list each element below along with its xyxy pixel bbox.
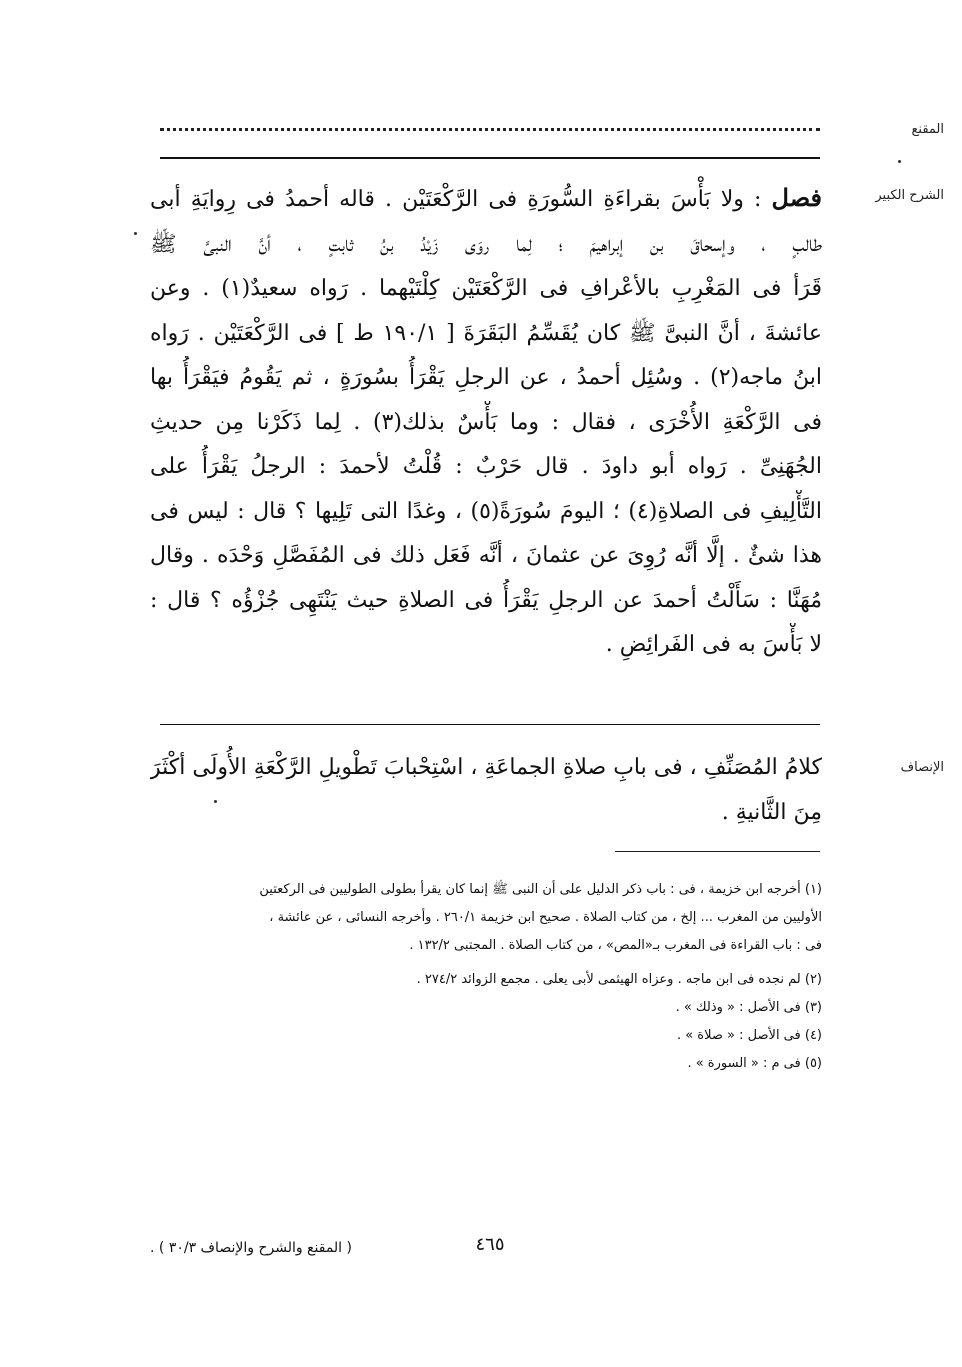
footnote-line: (٢) لم نجده فى ابن ماجه . وعزاه الهيثمى لأبى يعلى . مجمع الزوائد ٢٧٤/٢ .	[416, 972, 822, 987]
footer-source: ( المقنع والشرح والإنصاف ٣٠/٣ ) .	[150, 1240, 352, 1256]
sharh-text-block	[150, 176, 822, 668]
margin-label-insaf: الإنصاف	[900, 760, 944, 775]
margin-label-sharh: الشرح الكبير	[875, 188, 944, 203]
footnote-line: الأوليين من المغرب ... إلخ ، من كتاب الصلاة . صحيح ابن خزيمة ٢٦٠/١ . وأخرجه النسائى ، عن عائشة ،	[269, 910, 822, 925]
sharh-line: قَرَأ فى المَغْرِبِ بالأعْرافِ فى الرَّكْعَتَيْن كِلْتَيْهما . رَواه سعيدٌ(١) . وعن	[150, 276, 822, 301]
header-dotted-rule	[160, 128, 820, 133]
sharh-line: عائشةَ ، أنَّ النبىَّ ﷺ كان يُقَسِّمُ البَقَرَةَ [ ١٩٠/١ ط ] فى الرَّكْعَتَيْن . رَواه	[150, 320, 822, 346]
footnote-rule	[615, 851, 820, 852]
insaf-line: مِنَ الثَّانيةِ .	[721, 799, 822, 825]
sharh-line: هذا شئٌ . إلَّا أنَّه رُوِىَ عن عثمانَ ، أنَّه فَعَل ذلك فى المُفَصَّلِ وَحْدَه . وقال	[150, 543, 822, 568]
sharh-line: لا بَأْسَ به فى الفَرائِضِ .	[605, 632, 822, 657]
footnote-line: فى : باب القراءة فى المغرب بـ«المص» ، من كتاب الصلاة . المجتبى ١٣٢/٢ .	[409, 938, 822, 953]
scan-speck	[898, 160, 901, 163]
sharh-line: مُهَنَّا : سَأَلْتُ أحمدَ عن الرجلِ يَقْرَأُ فى الصلاةِ حيث يَنْتَهِى جُزْؤُه ؟ قال :	[150, 587, 822, 613]
sharh-line: ابنُ ماجه(٢) . وسُئِل أحمدُ ، عن الرجلِ يَقْرَأُ بسُورَةٍ ، ثم يَقُومُ فيَقْرَأُ بها	[150, 365, 822, 390]
sharh-line: فى الرَّكْعَةِ الأُخْرَى ، فقال : وما بَأْسٌ بذلك(٣) . لِما ذَكَرْنا مِن حديثِ	[150, 409, 822, 435]
insaf-text-block	[150, 746, 822, 835]
sharh-line: الجُهَنِىِّ . رَواه أبو داودَ . قال حَرْبٌ : قُلْتُ لأحمدَ : الرجلُ يَقْرَأُ على	[150, 454, 822, 479]
sharh-line: طالبٍ ، وإسحاقَ بن إبراهيمَ ؛ لِما روَى زَيْدُ بنُ ثابتٍ ، أنَّ النبىَّ ﷺ	[150, 231, 822, 257]
footnote-line: (١) أخرجه ابن خزيمة ، فى : باب ذكر الدليل على أن النبى ﷺ إنما كان يقرأ بطولى الطوليين فى الركعتين	[259, 882, 822, 897]
scan-speck	[214, 800, 217, 803]
insaf-separator-rule	[160, 724, 820, 725]
sharh-line: التَّأْلِيفِ فى الصلاةِ(٤) ؛ اليومَ سُورَةً(٥) ، وغدًا التى تَلِيها ؟ قال : ليس فى	[150, 498, 822, 524]
page-number: ٤٦٥	[475, 1234, 505, 1255]
scan-speck	[134, 232, 137, 235]
footnote-line: (٣) فى الأصل : « وذلك » .	[675, 1000, 822, 1015]
header-solid-rule	[160, 157, 820, 159]
margin-label-muqni: المقنع	[911, 122, 944, 137]
fasl-heading: فصل	[771, 183, 822, 212]
footnotes	[150, 876, 822, 1078]
footnote-line: (٥) فى م : « السورة » .	[687, 1056, 822, 1071]
insaf-line: كلامُ المُصَنِّفِ ، فى بابِ صلاةِ الجماعَةِ ، اسْتِحْبابَ تَطْويلِ الرَّكْعَةِ الأُولَى أكْثَرَ	[150, 755, 822, 780]
footnote-line: (٤) فى الأصل : « صلاة » .	[676, 1028, 822, 1043]
sharh-line: فصل : ولا بَأْسَ بقراءَةِ السُّورَةِ فى الرَّكْعَتَيْن . قاله أحمدُ فى رِوايَةِ أبى	[150, 183, 822, 212]
